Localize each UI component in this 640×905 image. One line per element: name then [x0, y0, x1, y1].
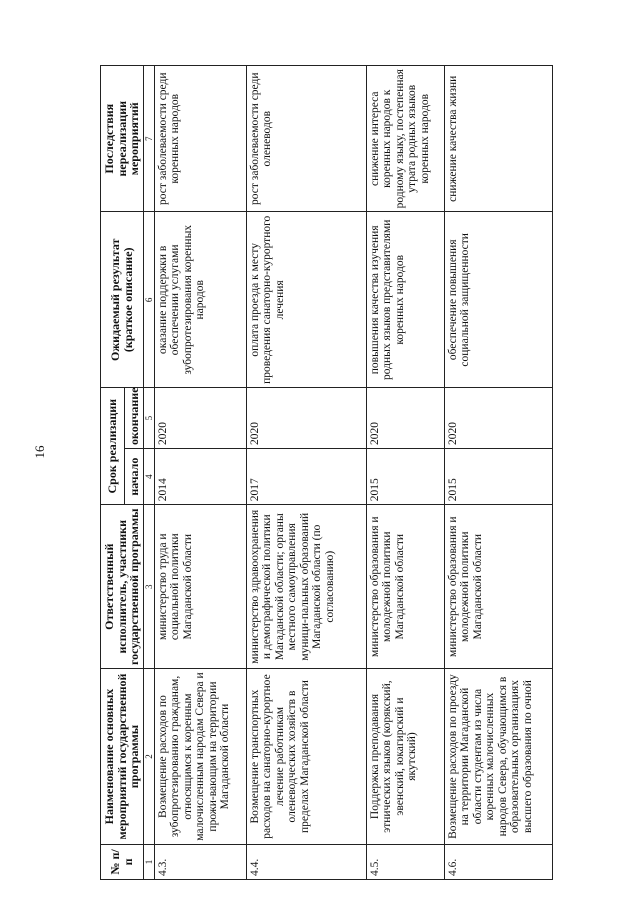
table-row: [366, 66, 444, 880]
header-event: Наименование основных мероприятий государственной программы: [101, 669, 144, 845]
row-consequences: снижение качества жизни: [444, 66, 552, 212]
col-number: 3: [143, 505, 154, 669]
row-end: 2020: [444, 388, 552, 449]
row-end: 2020: [246, 388, 366, 449]
header-row-1: [101, 66, 125, 880]
row-num: 4.4.: [246, 844, 366, 879]
col-number: 6: [143, 212, 154, 388]
row-end: 2020: [366, 388, 444, 449]
table-row: [444, 66, 552, 880]
header-result: Ожидаемый результат (краткое описание): [101, 212, 144, 388]
col-number: 7: [143, 66, 154, 212]
row-executor: министерство труда и социальной политики Магаданской области: [154, 505, 246, 669]
row-event: Возмещение расходов по зубопротезированию гражданам, относящимся к коренным малочисленным народам Севера и прожи-вающим на территории Магаданской области: [154, 669, 246, 845]
row-consequences: рост заболеваемости среди оленеводов: [246, 66, 366, 212]
row-consequences: снижение интереса коренных народов к родному языку, постепенная утрата родных языков коренных народов: [366, 66, 444, 212]
row-result: повышения качества изучения родных языков представителями коренных народов: [366, 212, 444, 388]
rotated-table-container: [100, 65, 620, 880]
program-events-table: [100, 65, 553, 880]
header-period: Срок реализации: [101, 388, 125, 505]
row-event: Возмещение расходов по проезду на территории Магаданской области студентам из числа коренных малочисленных народов Севера, обучающимся в образовательных организациях высшего образования по очной: [444, 669, 552, 845]
row-consequences: рост заболеваемости среди коренных народов: [154, 66, 246, 212]
row-end: 2020: [154, 388, 246, 449]
col-number: 4: [143, 449, 154, 505]
col-number: 2: [143, 669, 154, 845]
row-start: 2015: [444, 449, 552, 505]
row-num: 4.6.: [444, 844, 552, 879]
header-end: окончание: [125, 388, 143, 449]
header-num: № п/п: [101, 844, 144, 879]
row-executor: министерство здравоохранения и демографической политики Магаданской области; органы местного самоуправления муници-пальных образований Магаданской области (по согласованию): [246, 505, 366, 669]
table-row: [246, 66, 366, 880]
row-result: оказание поддержки в обеспечении услугами зубопротезирования коренных народов: [154, 212, 246, 388]
row-event: Возмещение транспортных расходов на санаторно-курортное лечение работникам оленеводческих хозяйств в пределах Магаданской области: [246, 669, 366, 845]
column-number-row: [143, 66, 154, 880]
header-executor: Ответственный исполнитель, участники государственной программы: [101, 505, 144, 669]
row-num: 4.5.: [366, 844, 444, 879]
row-start: 2014: [154, 449, 246, 505]
row-start: 2017: [246, 449, 366, 505]
header-consequences: Последствия нереализации мероприятий: [101, 66, 144, 212]
row-executor: министерство образования и молодежной политики Магаданской области: [366, 505, 444, 669]
row-executor: министерство образования и молодежной политики Магаданской области: [444, 505, 552, 669]
table-row: [154, 66, 246, 880]
row-event: Поддержка преподавания этнических языков (корякский, эвенский, юкагирский и якутский): [366, 669, 444, 845]
row-start: 2015: [366, 449, 444, 505]
col-number: 1: [143, 844, 154, 879]
row-num: 4.3.: [154, 844, 246, 879]
row-result: оплата проезда к месту проведения санаторно-курортного лечения: [246, 212, 366, 388]
row-result: обеспечение повышения социальной защищенности: [444, 212, 552, 388]
header-start: начало: [125, 449, 143, 505]
col-number: 5: [143, 388, 154, 449]
page-number: 16: [32, 445, 47, 459]
